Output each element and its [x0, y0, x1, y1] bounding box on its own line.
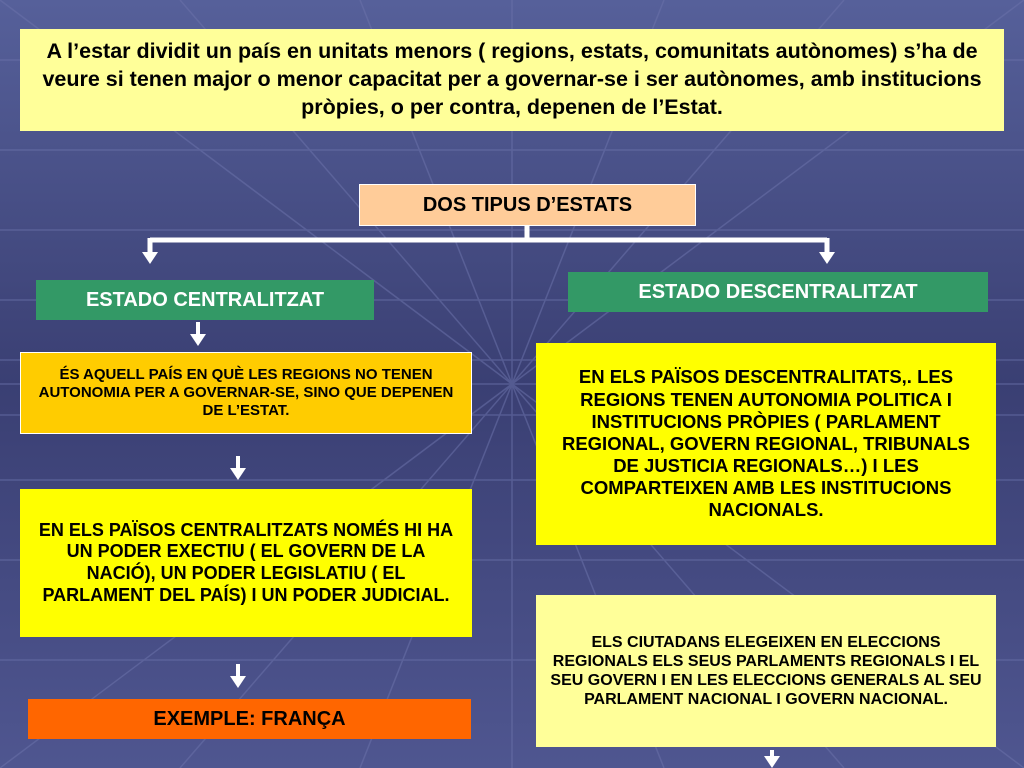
decentralized-elections: ELS CIUTADANS ELEGEIXEN EN ELECCIONS REGIONALS ELS SEUS PARLAMENTS REGIONALS I EL SEU GOVERN I EN LES ELECCIONS GENERALS AL SEU PARLAMENT NACIONAL I GOVERN NACIONAL.	[550, 633, 982, 709]
decentralized-heading: ESTADO DESCENTRALITZAT	[638, 281, 918, 303]
centralized-heading: ESTADO CENTRALITZAT	[85, 289, 325, 311]
decentralized-elections-box	[536, 595, 996, 747]
intro-text-box	[20, 29, 1004, 131]
title-box	[359, 184, 696, 226]
intro-text: A l’estar dividit un país en unitats menors ( regions, estats, comunitats autònomes) s’ha de veure si tenen major o menor capacitat per a governar-se i ser autònomes, amb institucions pròpies, o per contra, depenen de l’Estat.	[42, 39, 982, 119]
centralized-heading-box	[36, 280, 374, 320]
decentralized-heading-box	[568, 272, 988, 312]
decentralized-definition-box	[536, 343, 996, 545]
centralized-example: EXEMPLE: FRANÇA	[153, 708, 346, 730]
decentralized-definition: EN ELS PAÏSOS DESCENTRALITATS,. LES REGIONS TENEN AUTONOMIA POLITICA I INSTITUCIONS PRÒPIES ( PARLAMENT REGIONAL, GOVERN REGIONAL, TRIBUNALS DE JUSTICIA REGIONALS…) I LES COMPARTEIXEN AMB LES INSTITUCIONS NACIONALS.	[561, 366, 971, 521]
title-text: DOS TIPUS D’ESTATS	[422, 194, 633, 216]
centralized-example-box	[28, 699, 471, 739]
centralized-powers-box	[20, 489, 472, 637]
centralized-definition-box	[20, 352, 472, 434]
centralized-definition: ÉS AQUELL PAÍS EN QUÈ LES REGIONS NO TENEN AUTONOMIA PER A GOVERNAR-SE, SINO QUE DEPENEN DE L’ESTAT.	[38, 366, 454, 419]
centralized-powers: EN ELS PAÏSOS CENTRALITZATS NOMÉS HI HA UN PODER EXECTIU ( EL GOVERN DE LA NACIÓ), UN PODER LEGISLATIU ( EL PARLAMENT DEL PAÍS) I UN PODER JUDICIAL.	[38, 519, 454, 605]
